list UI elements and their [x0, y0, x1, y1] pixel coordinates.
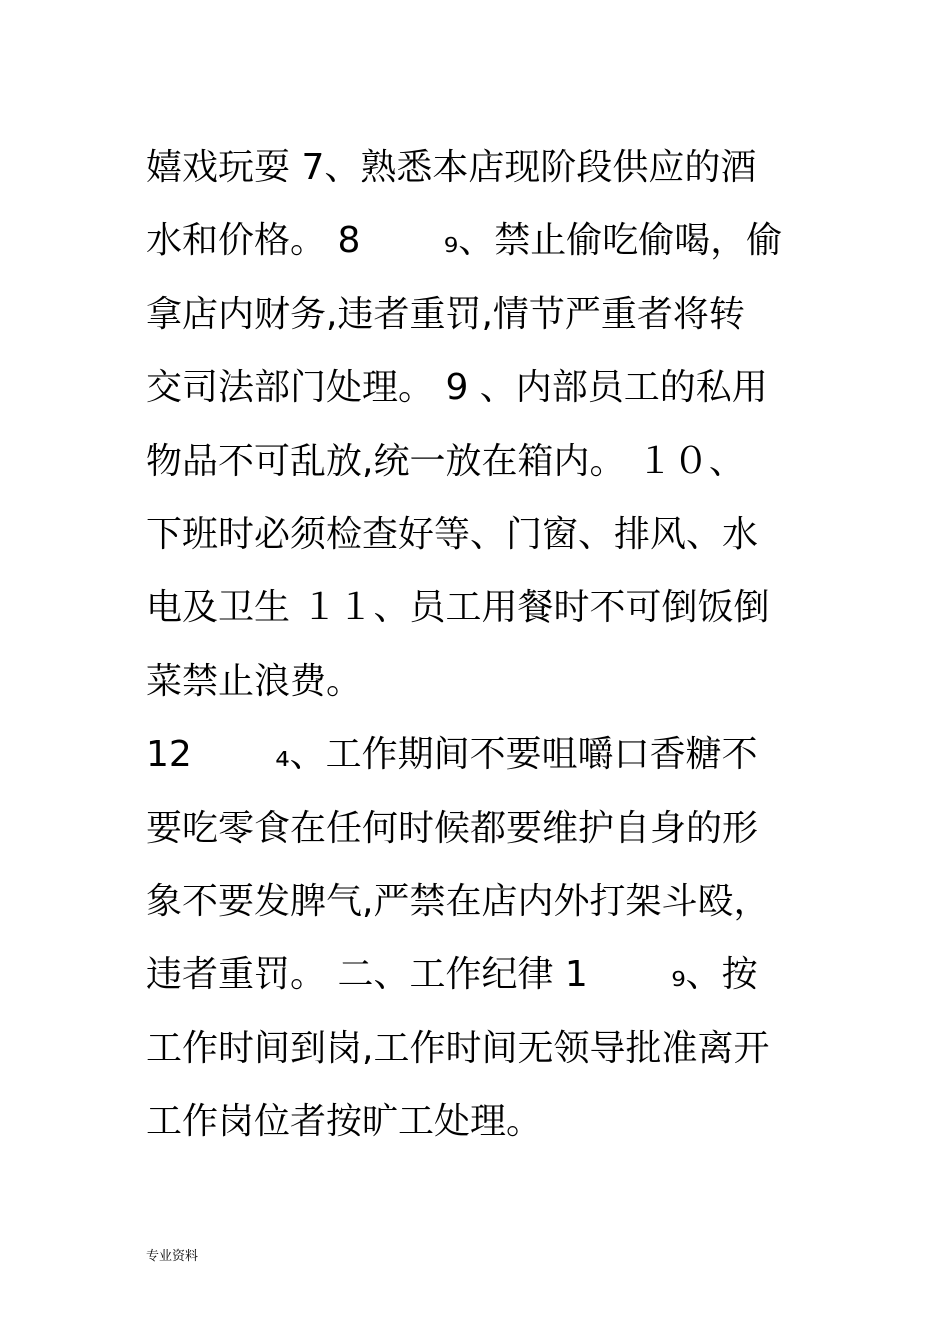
text-line: 工作岗位者按旷工处理。 [146, 1101, 543, 1143]
text-line: 象不要发脾气,严禁在店内外打架斗殴， [146, 880, 770, 922]
text-line: 要吃零食在任何时候都要维护自身的形 [146, 807, 759, 849]
document-body [146, 138, 816, 1165]
text-line: 水和价格。 8 ₉、禁止偷吃偷喝，偷 [146, 220, 783, 262]
page-footer: 专业资料 [146, 1249, 199, 1264]
text-line: 交司法部门处理。 9 、内部员工的私用 [146, 367, 768, 409]
text-line: 嬉戏玩耍 7、熟悉本店现阶段供应的酒 [146, 147, 757, 188]
text-line: 违者重罚。 二、工作纪律 1 ₉、按 [146, 954, 758, 996]
text-line: 工作时间到岗,工作时间无领导批准离开 [146, 1027, 770, 1069]
text-line: 拿店内财务,违者重罚,情节严重者将转 [146, 293, 745, 335]
text-line: 下班时必须检查好等、门窗、排风、水 [146, 513, 759, 555]
text-line: 12 ₄、工作期间不要咀嚼口香糖不 [146, 734, 758, 776]
text-line: 物品不可乱放,统一放在箱内。 １０、 [146, 440, 745, 482]
text-line: 菜禁止浪费。 [146, 660, 363, 702]
text-line: 电及卫生 １１、员工用餐时不可倒饭倒 [146, 587, 770, 629]
